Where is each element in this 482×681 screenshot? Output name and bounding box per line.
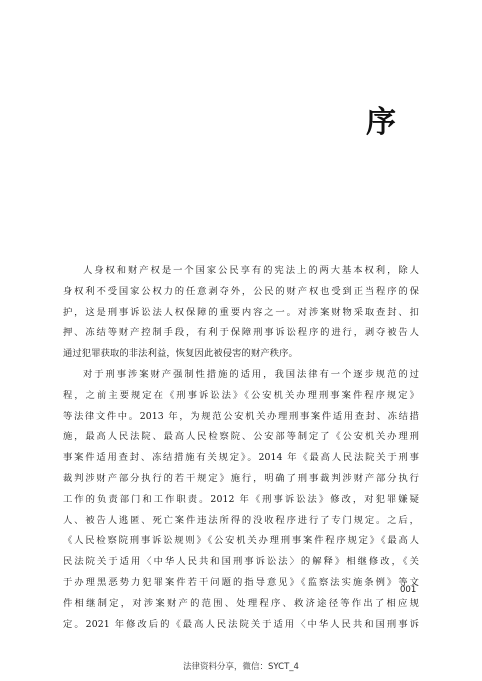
text-line: 民法院关于适用〈中华人民共和国刑事诉讼法〉的解释》相继修改，《关 [63, 556, 419, 568]
text-line: 护，这是刑事诉讼法人权保障的重要内容之一。对涉案财物采取查封、扣 [63, 306, 419, 318]
text-line: 施，最高人民法院、最高人民检察院、公安部等制定了《公安机关办理刑 [63, 431, 419, 443]
page-number: 001 [400, 585, 417, 595]
text-line: 于办理黑恶势力犯罪案件若干问题的指导意见》《监察法实施条例》等文 [63, 576, 419, 588]
text-line: 裁判涉财产部分执行的若干规定》施行，明确了刑事裁判涉财产部分执行 [63, 472, 419, 484]
text-line: 程，之前主要规定在《刑事诉讼法》《公安机关办理刑事案件程序规定》 [63, 389, 419, 401]
text-line: 通过犯罪获取的非法利益，恢复因此被侵害的财产秩序。 [63, 348, 298, 360]
text-line: 件相继制定，对涉案财产的范围、处理程序、救济途径等作出了相应规 [63, 597, 419, 609]
text-line: 对于刑事涉案财产强制性措施的适用，我国法律有一个逐步规范的过 [83, 368, 419, 380]
footer-watermark: 法律资料分享，微信：SYCT_4 [183, 662, 299, 672]
text-line: 押、冻结等财产控制手段，有利于保障刑事诉讼程序的进行，剥夺被告人 [63, 327, 419, 339]
text-line: 《人民检察院刑事诉讼规则》《公安机关办理刑事案件程序规定》《最高人 [63, 535, 419, 547]
text-line: 人、被告人逃匿、死亡案件违法所得的没收程序进行了专门规定。之后， [63, 514, 419, 526]
text-line: 事案件适用查封、冻结措施有关规定》。2014 年《最高人民法院关于刑事 [63, 452, 419, 464]
page-title: 序 [366, 105, 396, 140]
text-line: 身权利不受国家公权力的任意剥夺外，公民的财产权也受到正当程序的保 [63, 285, 419, 297]
text-line: 人身权和财产权是一个国家公民享有的宪法上的两大基本权利，除人 [83, 265, 419, 276]
text-line: 定。2021 年修改后的《最高人民法院关于适用〈中华人民共和国刑事诉 [63, 618, 419, 630]
paragraph-1 [63, 261, 419, 365]
body-text [63, 261, 419, 635]
text-line: 等法律文件中。2013 年，为规范公安机关办理刑事案件适用查封、冻结措 [63, 410, 419, 422]
paragraph-2 [63, 365, 419, 635]
text-line: 工作的负责部门和工作职责。2012 年《刑事诉讼法》修改，对犯罪嫌疑 [63, 493, 419, 505]
